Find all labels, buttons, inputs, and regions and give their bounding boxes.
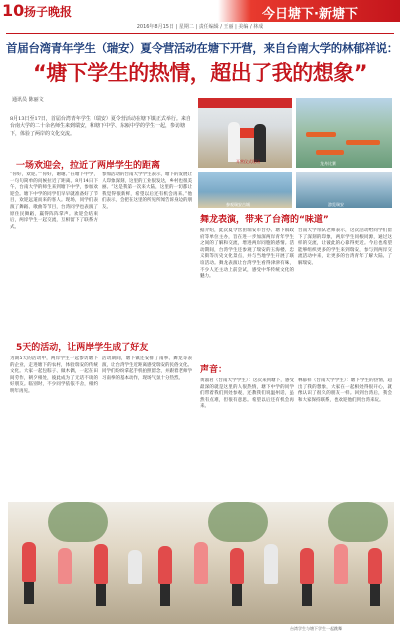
byline: 通讯员 陈丽文 (12, 97, 44, 103)
body-col-2-top: 参加活动的台南大学学生表示，塘下的发展让人印象深刻，这里的工业很发达，乡村也很美丽。“这是我第一次来大陆，这里的一切都让我觉得很新鲜，希望以后还有机会再来。”他们表示，会把在这里的所见所闻告诉身边的朋友。 (102, 172, 192, 210)
photo-lake-tour (296, 172, 392, 208)
dateline: 2016年8月15日 | 星期二 | 责任编辑 / 王丽 | 美编 / 林成 (136, 24, 264, 30)
section-friends-title: 5天的活动，让两岸学生成了好友 (16, 343, 149, 353)
paper-name: 扬子晚报 (24, 5, 73, 19)
body-col-1-bottom: 为期5天的活动中，两岸学生一起参访塘下的企业，走进塘下的农村，体验瑞安的传统文化。大家一起包粽子、做木偶，一起在田间劳作，朝夕相处，彼此成为了无话不谈的好朋友。临别时，不少同学依依不舍，相约明年再见。 (10, 356, 98, 394)
body-col-1-top: “你好，欢迎。”“你好，谢谢。”在塘下中学，一句句简单的问候拉近了距离。8月14日下午，台南大学的师生来到塘下中学，参加欢迎会。塘下中学的同学们早早就准备好了节目，欢迎远道而来的客人。现场，同学们表演了舞蹈、歌曲等节目，台湾同学也表演了原住民舞蹈，赢得阵阵掌声。欢迎会结束后，两岸学生一起交流，互相留下了联系方式。 (10, 172, 98, 230)
photo-dragon-boats (296, 98, 392, 168)
photo-credit: 台湾学生与塘下学生一起跳舞 (290, 626, 342, 631)
article-intro: 8月13日至17日，首届台湾青年学生（瑞安）夏令营活动在塘下镇正式举行。来自台南大学的二十余名师生来到瑞安，和塘下中学、东瓯中学的学生一起，参访塘下，体验了两岸的文化交流。 (10, 116, 191, 137)
header-rule (6, 33, 394, 34)
photo-students-dancing (8, 502, 394, 624)
page-header (0, 0, 400, 22)
voice-quote-2: 林郁祥（台南大学学生）：塘下学生的热情，超出了我的想象，大家在一起相处得很开心，就像认识了很久的朋友一样。回到台湾后，我会和大家保持联系，也欢迎他们到台湾来玩。 (298, 378, 392, 403)
body-col-3: 据介绍，此次夏令营由瑞安市台办、塘下镇政府等单位主办，旨在进一步加深两岸青年学生之间的了解和交流，增进两岸同胞的感情。活动期间，台湾学生还参观了瑞安的玉海楼、忠义街等历史文化景点，并与当地学生开展了联谊活动。舞龙表演让台湾学生看得津津有味，不少人还主动上前尝试，感受中华传统文化的魅力。 (200, 228, 294, 280)
section-voices-title: 声音： (200, 365, 228, 375)
caption-ceremony: 开营仪式现场 (236, 159, 260, 164)
caption-pingtan: 参观瑞安古城 (226, 202, 250, 207)
body-col-2-bottom: 活动期间，塘下镇还安排了南拳、舞龙等表演，让台湾学生近距离感受瑞安的民俗文化。同学们纷纷拿起手机拍照留念，并跟着老师学习南拳的基本动作，现场气氛十分热烈。 (102, 356, 192, 381)
headline: “塘下学生的热情，超出了我的想象” (32, 61, 368, 85)
headline-kicker: 首届台湾青年学生（瑞安）夏令营活动在塘下开营，来自台南大学的林郁祥说： (6, 41, 398, 55)
page-number: 10 (2, 1, 25, 20)
section-title: 今日塘下·新塘下 (262, 7, 358, 22)
section-dragon-title: 舞龙表演，带来了台湾的“味道” (200, 215, 329, 225)
photo-opening-ceremony (198, 98, 292, 168)
body-col-4: 台南大学带队老师表示，这次活动给同学们留下了深刻的印象，两岸学生同根同源，通过这样的交流，让彼此的心靠得更近。今后也希望能够组织更多的学生来到瑞安，参与到两岸交流活动中来，让更多的台湾青年了解大陆、了解瑞安。 (298, 228, 392, 266)
caption-lake: 游览瑞安 (328, 202, 344, 207)
section-welcome-title: 一场欢迎会，拉近了两岸学生的距离 (16, 161, 161, 171)
voice-quote-1: 黄淑君（台南大学学生）：这次来到塘下，感受最深的就是这里的人很热情，塘下中学的同学们带着我们到处参观，还教我们说温州话，虽然有点难，但很有意思。希望以后还有机会再来。 (200, 378, 294, 410)
caption-boats: 龙舟比赛 (320, 161, 336, 166)
